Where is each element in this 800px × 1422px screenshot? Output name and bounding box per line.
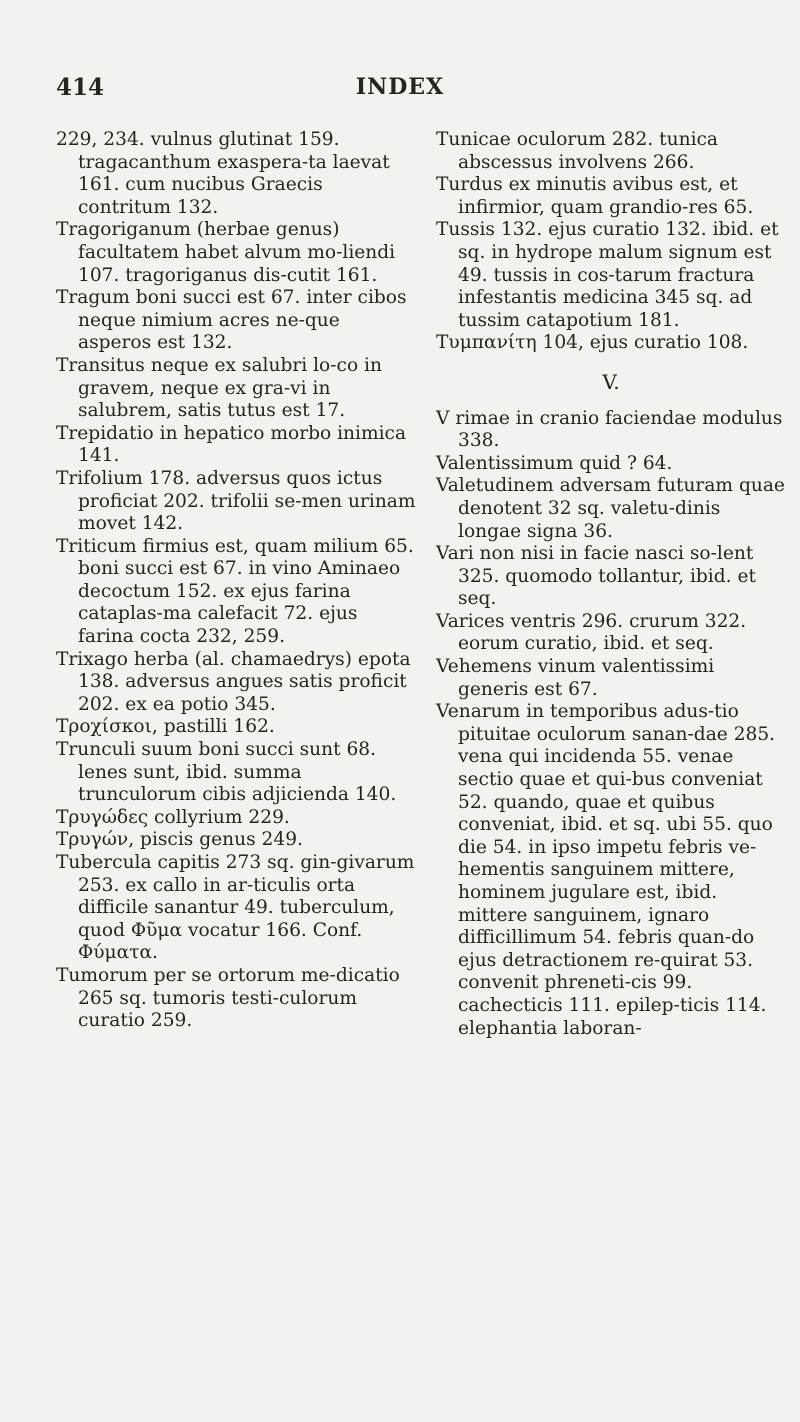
index-entry: Turdus ex minutis avibus est, et infirmior, quam grandio-res 65. — [436, 174, 754, 218]
index-entry: Vari non nisi in facie nasci so-lent 325. quomodo tollantur, ibid. et seq. — [436, 543, 756, 610]
index-entry: Tragoriganum (herbae genus) facultatem habet alvum mo-liendi 107. tragoriganus dis-cutit 161. — [56, 219, 396, 286]
page-number: 414 — [56, 74, 105, 101]
index-entry: Varices ventris 296. crurum 322. eorum curatio, ibid. et seq. — [436, 610, 747, 655]
index-entry: Transitus neque ex salubri lo-co in gravem, neque ex gra-vi in salubrem, satis tutus est 17. — [56, 354, 382, 422]
left-column — [56, 129, 416, 1033]
index-entry: Trepidatio in hepatico morbo inimica 141. — [56, 422, 407, 467]
index-entry: Tussis 132. ejus curatio 132. ibid. et sq. in hydrope malum signum est 49. tussis in cos-tarum fractura infestantis medicina 345 sq. ad tussim catapotium 181. — [436, 219, 779, 331]
index-entry: Valentissimum quid ? 64. — [436, 452, 673, 474]
index-entry: Tubercula capitis 273 sq. gin-givarum 253. ex callo in ar-ticulis orta difficile sanantur 49. tuberculum, quod Φῦμα vocatur 166. Conf. Φύματα. — [56, 852, 415, 964]
right-column — [436, 129, 786, 1040]
index-entry: Trunculi suum boni succi sunt 68. lenes sunt, ibid. summa trunculorum cibis adjicienda 140. — [56, 739, 397, 806]
index-entry: V rimae in cranio faciendae modulus 338. — [436, 407, 783, 452]
running-head: INDEX — [355, 74, 445, 100]
index-entry: Τροχίσκοι, pastilli 162. — [56, 716, 275, 738]
index-entry: 229, 234. vulnus glutinat 159. tragacanthum exaspera-ta laevat 161. cum nucibus Graecis contritum 132. — [56, 129, 390, 218]
page-header — [0, 74, 800, 106]
index-entry: Τρυγών, piscis genus 249. — [56, 829, 303, 851]
index-entry: Τυμπανίτη 104, ejus curatio 108. — [436, 332, 749, 354]
section-heading: V. — [602, 369, 620, 394]
index-entry: Tunicae oculorum 282. tunica abscessus involvens 266. — [436, 129, 719, 173]
index-entry: Vehemens vinum valentissimi generis est 67. — [436, 656, 715, 700]
index-entry: Venarum in temporibus adus-tio pituitae oculorum sanan-dae 285. vena qui incidenda 55. venae sectio quae et qui-bus conveniat 52. quando, quae et quibus conveniat, ibid. et sq. ubi 55. quo die 54. in ipso impetu febris ve-hementis sanguinem mittere, hominem jugulare est, ibid. mittere sanguinem, ignaro difficillimum 54. febris quan-do ejus detractionem re-quirat 53. convenit phreneti-cis 99. cachecticis 111. epilep-ticis 114. elephantia laboran- — [436, 701, 776, 1039]
index-entry: Tragum boni succi est 67. inter cibos neque nimium acres ne-que asperos est 132. — [56, 287, 407, 354]
index-entry: Τρυγώδες collyrium 229. — [56, 806, 290, 828]
index-entry: Triticum firmius est, quam milium 65. boni succi est 67. in vino Aminaeo decoctum 152. ex ejus farina cataplas-ma calefacit 72. ejus farina cocta 232, 259. — [56, 535, 414, 648]
index-entry: Trifolium 178. adversus quos ictus proficiat 202. trifolii se-men urinam movet 142. — [56, 467, 416, 535]
index-entry: Valetudinem adversam futuram quae denotent 32 sq. valetu-dinis longae signa 36. — [436, 475, 785, 542]
index-entry: Trixago herba (al. chamaedrys) epota 138. adversus angues satis proficit 202. ex ea potio 345. — [56, 648, 411, 715]
index-entry: Tumorum per se ortorum me-dicatio 265 sq. tumoris testi-culorum curatio 259. — [56, 964, 400, 1032]
